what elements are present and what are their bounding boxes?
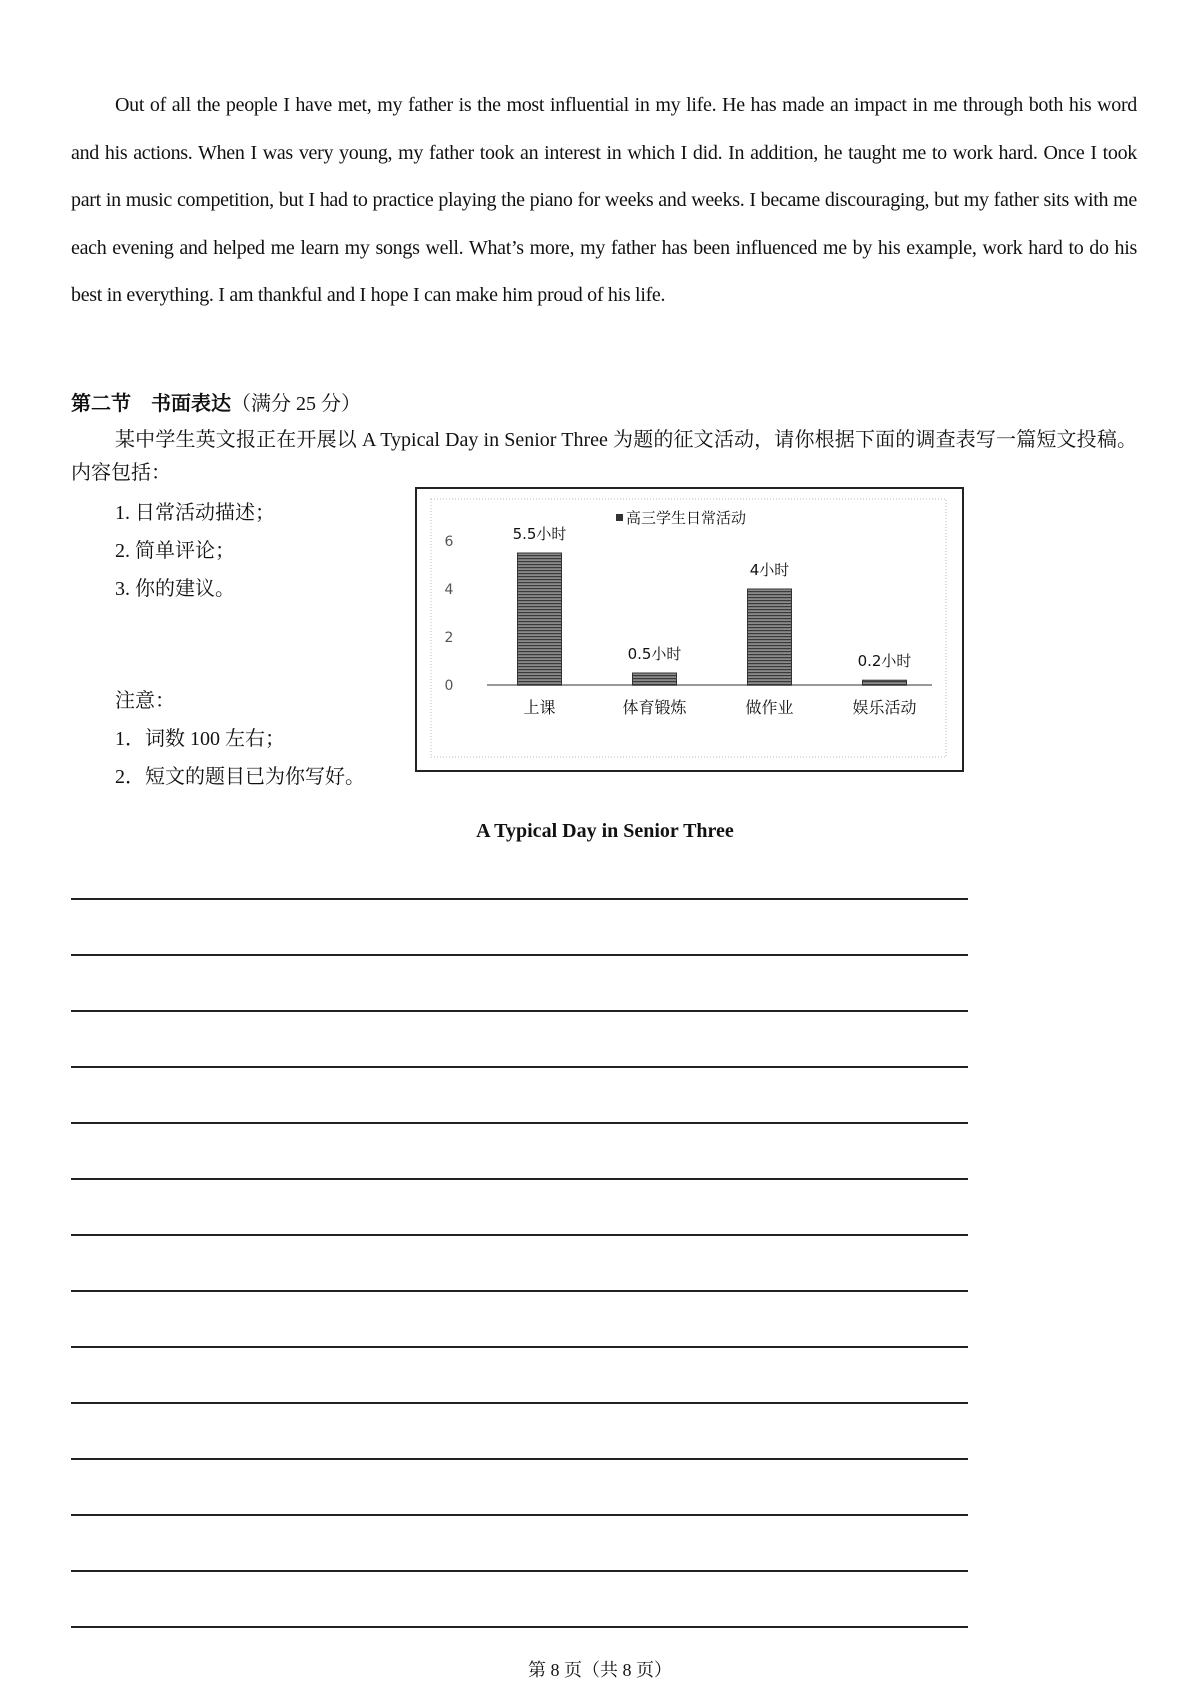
writing-line [71,898,968,900]
y-tick-label: 2 [444,630,454,646]
writing-line [71,1178,968,1180]
x-tick-label: 上课 [523,698,556,717]
y-tick-label: 0 [444,678,454,694]
writing-line [71,1234,968,1236]
bar [518,553,562,685]
chart-svg [417,489,962,770]
writing-line [71,1066,968,1068]
data-label: 5.5小时 [512,525,567,543]
writing-line [71,1402,968,1404]
x-tick-label: 做作业 [745,698,794,717]
note-item: 1．词数 100 左右； [115,728,285,750]
note-item: 2．短文的题目已为你写好。 [115,766,365,788]
bar-chart [415,487,964,772]
y-tick-label: 6 [444,534,454,550]
passage-text: Out of all the people I have met, my father is the most influential in my life. He has made an impact in me through both his word and his actions. When I was very young, my father took an interest in which I did. In addition, he taught me to work hard. Once I took part in music competition, but I had to practice playing the piano for weeks and weeks. I became discouraging, but my father sits with me each evening and helped me learn my songs well. What’s more, my father has been influenced me by his example, work hard to do his best in everything. I am thankful and I hope I can make him proud of his life. [71,94,1137,307]
writing-line [71,1122,968,1124]
bar [748,589,792,685]
page-footer: 第 8 页（共 8 页） [528,1660,672,1680]
writing-line [71,954,968,956]
section-score: （满分 25 分） [231,393,361,415]
content-item: 1. 日常活动描述； [115,502,275,524]
essay-title: A Typical Day in Senior Three [476,820,734,842]
legend-label: 高三学生日常活动 [626,509,747,527]
notes-label: 注意： [115,690,175,712]
writing-line [71,1570,968,1572]
writing-line [71,1626,968,1628]
data-label: 0.5小时 [627,645,682,663]
data-label: 4小时 [749,561,790,579]
writing-line [71,1346,968,1348]
bar [633,673,677,685]
plot-area [431,499,946,757]
task-intro: 某中学生英文报正在开展以 A Typical Day in Senior Three 为题的征文活动，请你根据下面的调查表写一篇短文投稿。内容包括： [71,429,1137,484]
content-item: 2. 简单评论； [115,540,235,562]
writing-line [71,1010,968,1012]
section-title: 第二节 书面表达 [71,393,231,415]
legend-swatch [616,514,623,521]
x-tick-label: 娱乐活动 [852,698,917,717]
writing-line [71,1290,968,1292]
writing-line [71,1458,968,1460]
content-item: 3. 你的建议。 [115,578,235,600]
writing-line [71,1514,968,1516]
section-heading [71,387,361,416]
bar [863,680,907,685]
x-tick-label: 体育锻炼 [622,698,687,717]
y-tick-label: 4 [444,582,454,598]
data-label: 0.2小时 [857,652,912,671]
